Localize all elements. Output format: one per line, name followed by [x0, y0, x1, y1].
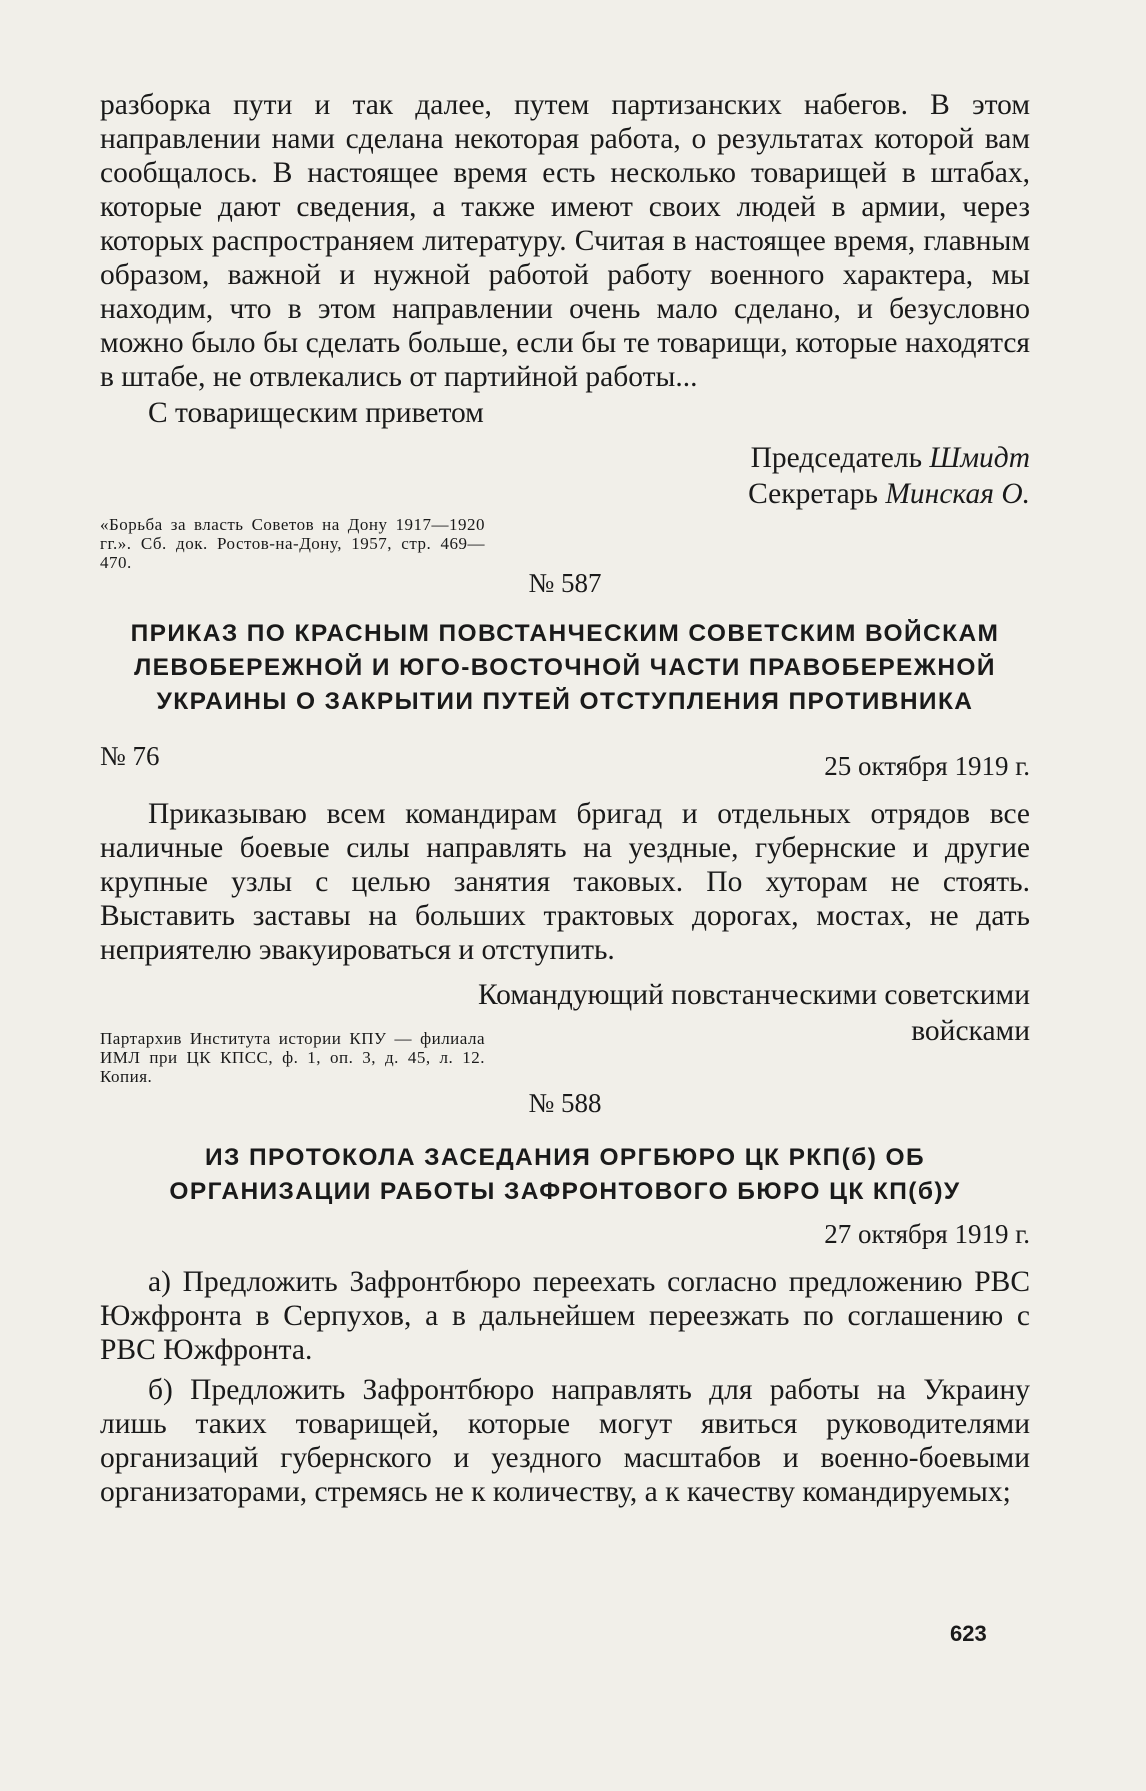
doc-588-item-a: а) Предложить Зафронтбюро переехать согласно предложению РВС Южфронта в Серпухов, а в дальнейшем переезжать по соглашению с РВС Южфронта.	[100, 1266, 1030, 1366]
doc-587-signature-line-1: Командующий повстанческими советскими	[477, 979, 1030, 1011]
letter-source: «Борьба за власть Советов на Дону 1917—1920 гг.». Сб. док. Ростов-на-Дону, 1957, стр. 469—470.	[100, 515, 485, 572]
doc-587-date: 25 октября 1919 г.	[824, 751, 1030, 781]
doc-587-meta	[100, 739, 1030, 783]
doc-588-number: № 588	[528, 1088, 602, 1118]
letter-body: разборка пути и так далее, путем партизанских набегов. В этом направлении нами сделана некоторая работа, о результатах которой вам сообщалось. В настоящее время есть несколько товарищей в штабах, которые дают сведения, а также имеют своих людей в армии, через которых распространяем литературу. Считая в настоящее время, главным образом, важной и нужной работой работу военного характера, мы находим, что в этом направлении очень мало сделано, и безусловно можно было бы сделать больше, если бы те товарищи, которые находятся в штабе, не отвлекались от партийной работы...	[100, 89, 1030, 393]
signature-secretary	[100, 476, 1030, 512]
doc-587-order-number: № 76	[100, 741, 160, 771]
doc-587-number: № 587	[528, 568, 602, 598]
signature-secretary-name: Минская О.	[885, 478, 1030, 510]
signature-chairman	[100, 440, 1030, 476]
doc-588-item-b: б) Предложить Зафронтбюро направлять для работы на Украину лишь таких товарищей, которые могут явиться руководителями организаций губернского и уездного масштабов и военно-боевыми организаторами, стремясь не к количеству, а к качеству командируемых;	[100, 1374, 1030, 1508]
doc-588-heading: ИЗ ПРОТОКОЛА ЗАСЕДАНИЯ ОРГБЮРО ЦК РКП(б) ОБ ОРГАНИЗАЦИИ РАБОТЫ ЗАФРОНТОВОГО БЮРО ЦК КП(б)У	[169, 1144, 961, 1205]
doc-587-heading: ПРИКАЗ ПО КРАСНЫМ ПОВСТАНЧЕСКИМ СОВЕТСКИМ ВОЙСКАМ ЛЕВОБЕРЕЖНОЙ И ЮГО-ВОСТОЧНОЙ ЧАСТИ ПРАВОБЕРЕЖНОЙ УКРАИНЫ О ЗАКРЫТИИ ПУТЕЙ ОТСТУПЛЕНИЯ ПРОТИВНИКА	[130, 620, 1000, 715]
signature-secretary-role: Секретарь	[748, 478, 878, 510]
signature-chairman-name: Шмидт	[929, 442, 1030, 474]
page-number: 623	[950, 1621, 987, 1646]
letter-signature-block	[100, 440, 1030, 572]
doc-587-signature-line-2: войсками	[911, 1015, 1030, 1047]
doc-588-date: 27 октября 1919 г.	[824, 1219, 1030, 1249]
document-page	[100, 88, 1030, 1509]
doc-587-source: Партархив Института истории КПУ — филиала ИМЛ при ЦК КПСС, ф. 1, оп. 3, д. 45, л. 12. Копия.	[100, 1029, 485, 1086]
doc-587-body: Приказываю всем командирам бригад и отдельных отрядов все наличные боевые силы направлять на уездные, губернские и другие крупные узлы с целью занятия таковых. По хуторам не стоять. Выставить заставы на больших трактовых дорогах, мостах, не дать неприятелю эвакуироваться и отступить.	[100, 798, 1030, 966]
signature-chairman-role: Председатель	[750, 442, 923, 474]
letter-greeting: С товарищеским приветом	[148, 397, 484, 429]
